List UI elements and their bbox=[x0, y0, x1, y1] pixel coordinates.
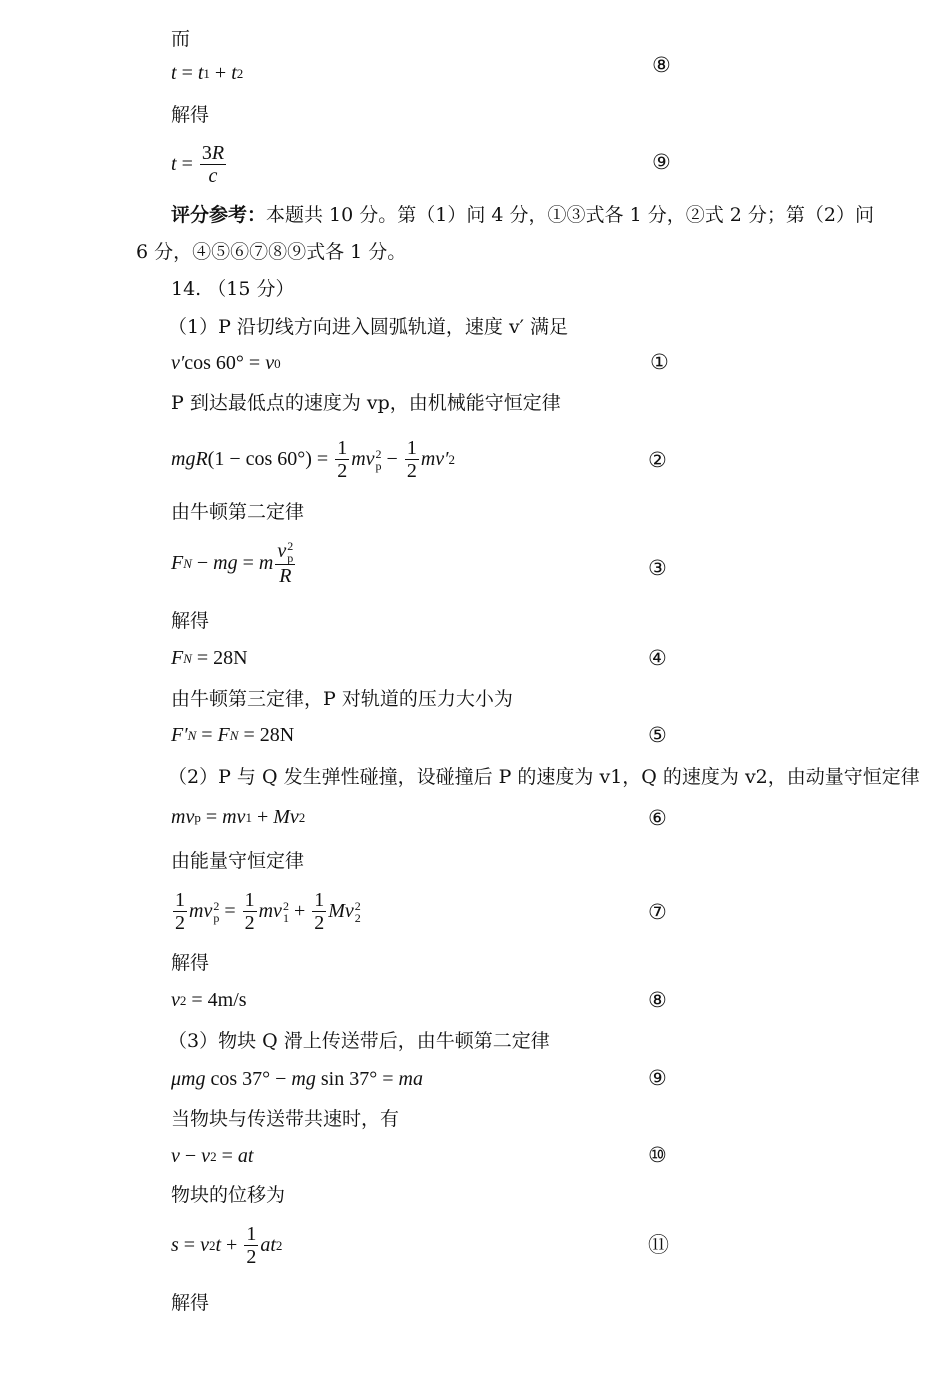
text-jiede: 解得 bbox=[171, 610, 210, 632]
equation-number: ③ bbox=[648, 556, 667, 580]
text-jiede: 解得 bbox=[171, 1292, 210, 1314]
text-newton3: 由牛顿第三定律，P 对轨道的压力大小为 bbox=[171, 688, 513, 710]
equation-number: ⑥ bbox=[648, 806, 667, 830]
equation-1: v′ cos 60° = v 0 bbox=[171, 352, 281, 374]
equation-5: F′ N = F N = 28N bbox=[171, 724, 295, 746]
problem-heading: 14. （15 分） bbox=[171, 278, 295, 300]
equation-8: v 2 = 4m/s bbox=[171, 989, 247, 1011]
equation-number: ⑤ bbox=[648, 723, 667, 747]
scoring-text: 本题共 10 分。第（1）问 4 分，①③式各 1 分，②式 2 分；第（2）问 bbox=[266, 204, 874, 226]
equation-7: $\frac{1}{2}$ mv 2 p = $\frac{1}{2}$ mv 2 1 + $\frac{1}{2}$ Mv 2 2 bbox=[175, 889, 361, 934]
scoring-note bbox=[171, 206, 874, 225]
equation-number: ⑨ bbox=[652, 150, 671, 174]
text-newton2: 由牛顿第二定律 bbox=[171, 501, 305, 523]
part2-intro: （2）P 与 Q 发生弹性碰撞，设碰撞后 P 的速度为 v1，Q 的速度为 v2，由动量守恒定律 bbox=[168, 766, 920, 788]
equation-number: ⑧ bbox=[652, 53, 671, 77]
equation-9: μmg cos 37° − mg sin 37° = ma bbox=[171, 1068, 423, 1090]
equation-number: ⑧ bbox=[648, 988, 667, 1012]
scoring-label: 评分参考： bbox=[171, 204, 267, 226]
equation-number: ⑦ bbox=[648, 900, 667, 924]
equation-10: v − v 2 = at bbox=[171, 1145, 254, 1167]
text-displacement: 物块的位移为 bbox=[171, 1184, 286, 1206]
scoring-note-cont: 6 分，④⑤⑥⑦⑧⑨式各 1 分。 bbox=[136, 241, 407, 263]
equation-number: ② bbox=[648, 448, 667, 472]
text-jiede: 解得 bbox=[171, 952, 210, 974]
equation-t-sum: t = t 1 + t 2 bbox=[171, 62, 244, 84]
equation-number: ④ bbox=[648, 646, 667, 670]
equation-2: mgR (1 − cos 60°) = $\frac{1}{2}$ mv 2 p − $\frac{1}{2}$ mv′ 2 bbox=[171, 437, 456, 482]
text-common-speed: 当物块与传送带共速时，有 bbox=[171, 1108, 400, 1130]
part1-intro: （1）P 沿切线方向进入圆弧轨道，速度 v′ 满足 bbox=[168, 316, 569, 338]
text-energy-intro: P 到达最低点的速度为 vp，由机械能守恒定律 bbox=[171, 392, 561, 414]
equation-3: F N − mg = m v 2 p R bbox=[171, 539, 294, 588]
equation-11: s = v 2 t + $\frac{1}{2}$ at 2 bbox=[171, 1223, 283, 1268]
equation-number: ⑪ bbox=[648, 1233, 669, 1257]
equation-number: ⑩ bbox=[648, 1143, 667, 1167]
equation-number: ① bbox=[650, 350, 669, 374]
part3-intro: （3）物块 Q 滑上传送带后，由牛顿第二定律 bbox=[168, 1030, 550, 1052]
equation-t-result: t = $\frac{3R}{c}$ bbox=[171, 142, 225, 187]
text-energy-cons: 由能量守恒定律 bbox=[171, 850, 305, 872]
equation-4: F N = 28N bbox=[171, 647, 248, 669]
equation-6: mv p = mv 1 + Mv 2 bbox=[171, 806, 306, 828]
text-jiede: 解得 bbox=[171, 104, 210, 126]
equation-number: ⑨ bbox=[648, 1066, 667, 1090]
text-er: 而 bbox=[171, 28, 191, 50]
